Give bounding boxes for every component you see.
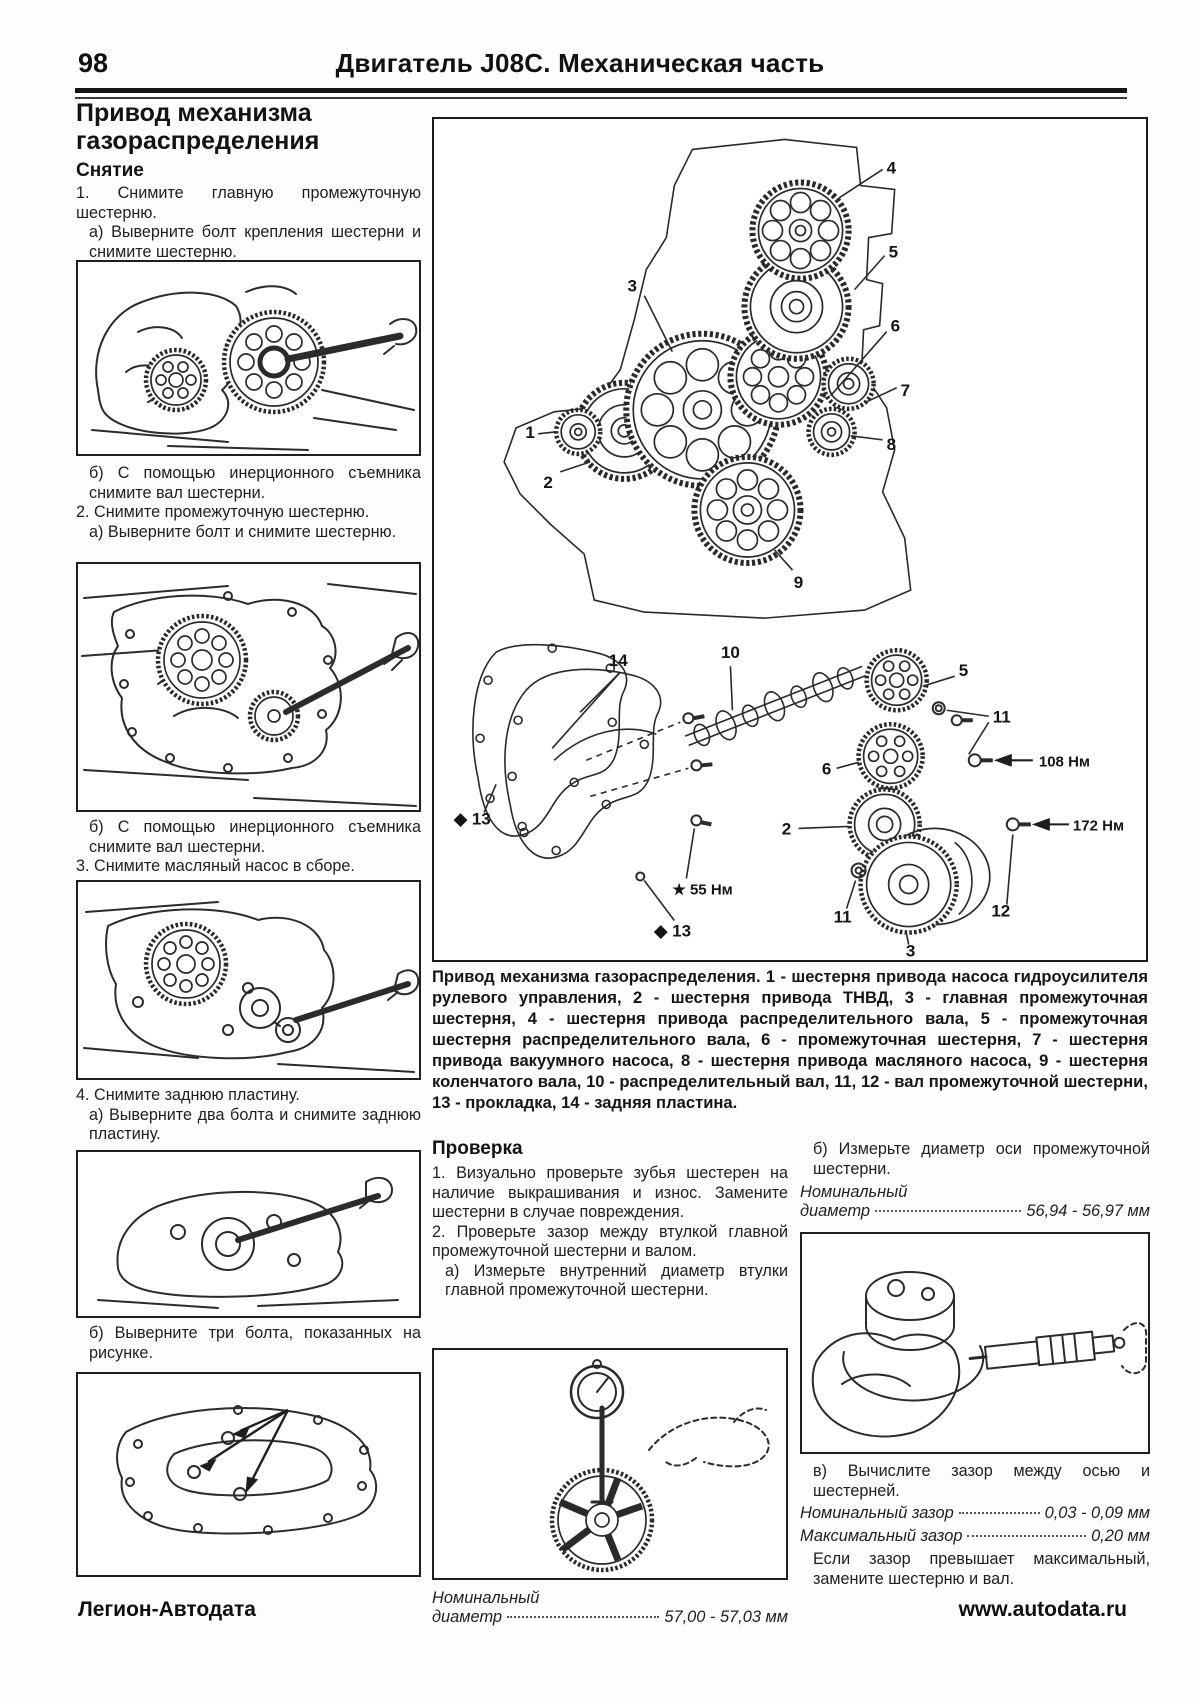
page-title: Двигатель J08C. Механическая часть: [335, 48, 825, 78]
illustration-remove-rear-plate-svg: [78, 1152, 419, 1316]
callout-5: 5: [888, 242, 899, 262]
check-step-2b: б) Измерьте диаметр оси промежуточной шестерни.: [813, 1140, 1150, 1178]
spec-clearance-label: Номинальный зазор: [800, 1504, 954, 1522]
main-figure: [432, 117, 1148, 962]
spec-bushing-row: [432, 1608, 788, 1627]
spec-shaft-label1: Номинальный: [800, 1183, 908, 1201]
callout-2b: 2: [781, 819, 792, 839]
callout-13b: ◆ 13: [654, 921, 692, 941]
illustration-remove-oil-pump-svg: [78, 882, 419, 1078]
figure-caption: Привод механизма газораспределения. 1 - шестерня привода насоса гидроусилителя рулевого управления, 2 - шестерня привода ТНВД, 3 - главная промежуточная шестерня, 4 - шестерня привода распределительного вала, 5 - промежуточная шестерня распределительного вала, 6 - промежуточная шестерня, 7 - шестерня привода вакуумного насоса, 8 - шестерня привода масляного насоса, 9 - шестерня коленчатого вала, 10 - распределительный вал, 11, 12 - вал промежуточной шестерни, 13 - прокладка, 14 - задняя пластина.: [432, 967, 1148, 1112]
illustration-remove-oil-pump: [76, 880, 421, 1080]
callout-12: 12: [991, 901, 1011, 921]
drift-hand: [238, 1178, 392, 1240]
section-title-line2: газораспределения: [76, 126, 320, 155]
check-final-block: [800, 1550, 1150, 1589]
spec-bushing-value: 57,00 - 57,03 мм: [664, 1608, 788, 1626]
header-rule-thick: [75, 88, 1127, 93]
callout-11a: 11: [992, 707, 1011, 727]
gasket-bolts: [636, 713, 712, 880]
callout-4: 4: [886, 158, 897, 178]
gear-8-oil-pump: [809, 409, 855, 455]
step-4b-text: б) Выверните три болта, показанных на рисунке.: [89, 1324, 421, 1362]
check-step-1: 1. Визуально проверьте зубья шестерен на наличие выкрашивания и износ. Замените шестерни в случае повреждения.: [432, 1164, 788, 1221]
step-1b-text: б) С помощью инерционного съемника снимите вал шестерни.: [89, 464, 421, 502]
illustration-remove-idler-bolt-svg: [78, 262, 419, 454]
gear-train-diagram: [434, 119, 1145, 959]
callout-3b: 3: [905, 941, 916, 959]
torque-108: 108 Нм: [1038, 753, 1091, 771]
illustration-three-bolts-svg: [78, 1374, 419, 1575]
check-steps: [432, 1164, 788, 1301]
gasket-front: [505, 669, 661, 858]
spec-clearance-leader: [959, 1512, 1040, 1514]
step-2b-text: б) С помощью инерционного съемника снимите вал шестерни.: [89, 818, 421, 856]
spec-clearance-value: 0,03 - 0,09 мм: [1044, 1504, 1150, 1522]
illustration-remove-idler-gear-svg: [78, 564, 419, 810]
spec-shaft-value: 56,94 - 56,97 мм: [1026, 1202, 1150, 1220]
step-1-text: 1. Снимите главную промежуточную шестерню.: [76, 184, 421, 222]
step-3-text: 3. Снимите масляный насос в сборе.: [76, 857, 355, 875]
gear-1-ps-pump: [556, 410, 600, 454]
section-title-line1: Привод механизма: [76, 99, 312, 127]
check-heading: Проверка: [432, 1138, 523, 1159]
callout-9: 9: [793, 573, 804, 593]
check-final-note: Если зазор превышает максимальный, замените шестерню и вал.: [813, 1550, 1150, 1588]
stack-gear-6: [859, 724, 923, 788]
callout-7: 7: [900, 380, 911, 400]
removal-step-3: [76, 818, 421, 877]
wrench-hand: [296, 970, 418, 1020]
callout-5b: 5: [958, 661, 969, 681]
callout-13a: ◆ 13: [454, 809, 491, 829]
page-number: 98: [78, 48, 109, 78]
illustration-remove-idler-bolt: [76, 260, 421, 456]
callout-10: 10: [720, 643, 740, 663]
step-2a-text: а) Выверните болт и снимите шестерню.: [89, 522, 397, 541]
check-step-2: 2. Проверьте зазор между втулкой главной промежуточной шестерни и валом.: [432, 1222, 788, 1260]
main-gear: [224, 312, 324, 412]
hand-sketch: [1122, 1323, 1146, 1373]
step-2-text: 2. Снимите промежуточную шестерню.: [76, 503, 370, 521]
illustration-micrometer-svg: [802, 1234, 1148, 1452]
spec-max-value: 0,20 мм: [1091, 1527, 1150, 1545]
gasket-plate: [117, 1406, 376, 1534]
callout-1: 1: [525, 422, 535, 442]
spec-shaft-diameter: [800, 1182, 1150, 1221]
spec-bushing-diameter: [432, 1588, 788, 1627]
gear-7-vacuum-pump: [824, 359, 874, 409]
gear: [146, 924, 226, 1004]
check-step-2c: в) Вычислите зазор между осью и шестерней.: [813, 1462, 1150, 1500]
idler-gear: [158, 616, 246, 704]
spec-bushing-leader: [507, 1616, 659, 1618]
micrometer: [969, 1328, 1126, 1372]
small-gear: [146, 350, 206, 410]
spec-bushing-label2: диаметр: [432, 1608, 503, 1626]
removal-step-2: [76, 464, 421, 542]
callout-8: 8: [886, 434, 897, 454]
removal-step-1: [76, 184, 421, 262]
shaft-body: [813, 1272, 983, 1437]
check-step-2a: а) Измерьте внутренний диаметр втулки главной промежуточной шестерни.: [445, 1261, 788, 1299]
spec-bushing-label1: Номинальный: [432, 1589, 540, 1607]
spec-max-leader: [967, 1535, 1086, 1537]
section-title: [76, 100, 421, 155]
spec-shaft-label2: диаметр: [800, 1202, 871, 1220]
step-4a-text: а) Выверните два болта и снимите заднюю пластину.: [89, 1105, 421, 1143]
callout-11b: 11: [833, 907, 852, 927]
plate-sketch: [98, 1192, 398, 1308]
cover-sketch: [82, 584, 416, 806]
illustration-bore-gauge-svg: [434, 1350, 786, 1578]
check-step-2b-block: [800, 1140, 1150, 1179]
removal-step-4: [76, 1086, 421, 1145]
spec-shaft-row: [800, 1202, 1150, 1221]
illustration-remove-rear-plate: [76, 1150, 421, 1318]
removal-heading: Снятие: [76, 160, 144, 181]
spec-max-label: Максимальный зазор: [800, 1527, 963, 1545]
callout-2: 2: [543, 472, 553, 492]
step-1a-text: а) Выверните болт крепления шестерни и снимите шестерню.: [89, 223, 421, 261]
callout-6: 6: [890, 316, 901, 336]
hand-sketch: [649, 1409, 769, 1467]
callout-14: 14: [608, 651, 628, 671]
torque-55: ★ 55 Нм: [672, 881, 733, 899]
spec-shaft-leader: [875, 1210, 1021, 1212]
footer-brand: Легион-Автодата: [78, 1598, 256, 1621]
breaker-bar-hand: [286, 633, 418, 712]
torque-172: 172 Нм: [1072, 817, 1125, 835]
callout-3: 3: [627, 276, 638, 296]
oil-pump: [240, 988, 300, 1042]
spec-max-clearance-row: [800, 1527, 1150, 1546]
cover-sketch: [84, 902, 414, 1072]
illustration-remove-idler-gear: [76, 562, 421, 812]
camshaft: [681, 657, 869, 755]
callout-6b: 6: [821, 759, 832, 779]
removal-step-4b: [76, 1324, 421, 1363]
step-4-text: 4. Снимите заднюю пластину.: [76, 1086, 300, 1104]
stack-gear-5: [867, 650, 927, 710]
gear-9-crankshaft: [694, 457, 800, 563]
illustration-micrometer: [800, 1232, 1150, 1454]
check-step-2c-block: [800, 1462, 1150, 1501]
bolt-arrows: [202, 1410, 288, 1490]
small-gear: [250, 692, 298, 740]
illustration-three-bolts: [76, 1372, 421, 1577]
spec-clearance-row: [800, 1504, 1150, 1523]
illustration-bore-gauge: [432, 1348, 788, 1580]
gear-4-camshaft: [752, 182, 848, 278]
footer-site: www.autodata.ru: [958, 1598, 1127, 1621]
